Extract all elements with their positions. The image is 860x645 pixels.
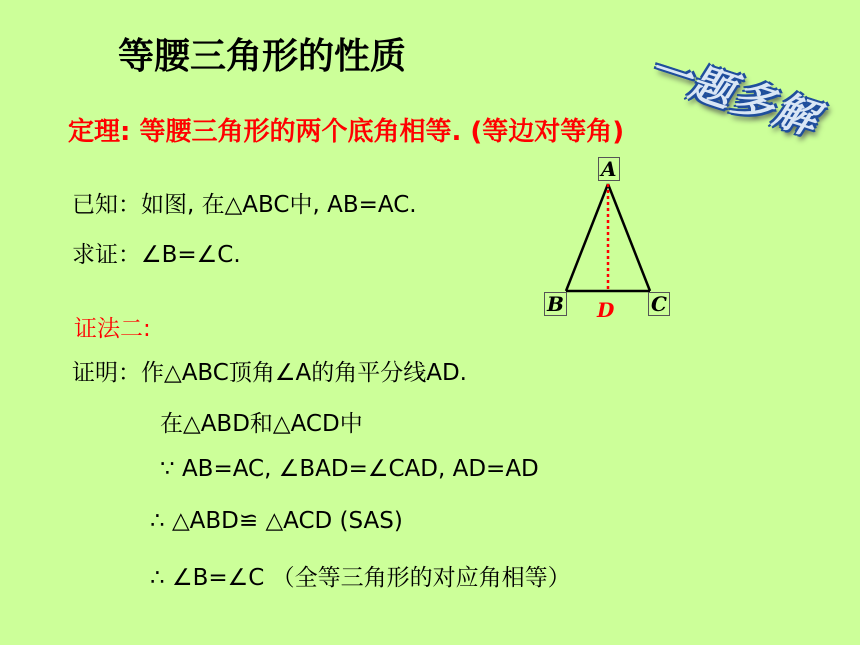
given-text: 已知：如图, 在△ABC中, AB=AC. [72,192,417,218]
vertex-label-b: B [544,292,567,316]
side-ac [608,184,650,291]
side-ab [566,184,608,291]
proof-line-4: ∴ △ABD≌ △ACD (SAS) [150,508,403,534]
proof-line-1: 证明：作△ABC顶角∠A的角平分线AD. [72,360,467,386]
proof-line-3: ∵ AB=AC, ∠BAD=∠CAD, AD=AD [160,456,539,482]
prove-text: 求证：∠B=∠C. [72,242,241,268]
proof-line-2: 在△ABD和△ACD中 [160,411,363,437]
slide-title: 等腰三角形的性质 [118,36,407,77]
vertex-label-c: C [648,292,670,316]
theorem-text: 定理: 等腰三角形的两个底角相等. (等边对等角) [68,117,625,147]
point-label-d: D [597,298,615,322]
badge-wordart: 一题多解 [642,43,825,145]
vertex-label-a: A [598,157,620,181]
method-label: 证法二: [74,316,151,342]
proof-line-5: ∴ ∠B=∠C （全等三角形的对应角相等） [150,565,571,591]
